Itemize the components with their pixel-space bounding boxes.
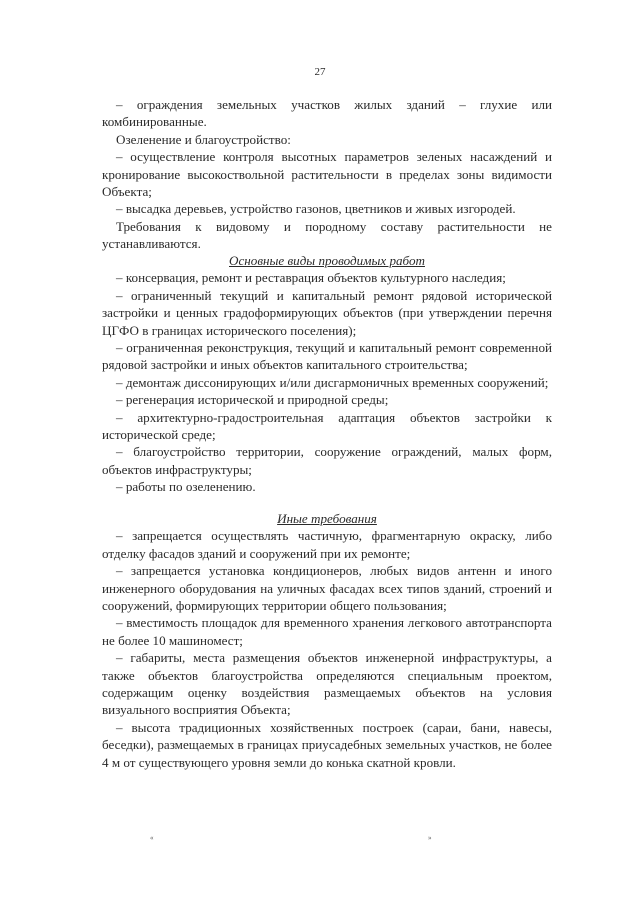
paragraph-greening-title: Озеленение и благоустройство: bbox=[116, 131, 291, 147]
paragraph-greening-planting: – высадка деревьев, устройство газонов, цветников и живых изгородей. bbox=[116, 201, 516, 217]
list-item: – вместимость площадок для временного хранения легкового автотранспорта не более 10 машиномест; bbox=[102, 615, 552, 648]
list-item: – регенерация исторической и природной среды; bbox=[116, 392, 389, 408]
list-item: – ограниченный текущий и капитальный ремонт рядовой исторической застройки и ценных градоформирующих объектов (при утверждении перечня ЦГФО в границах исторического поселения); bbox=[102, 287, 552, 338]
list-item: – высота традиционных хозяйственных построек (сараи, бани, навесы, беседки), размещаемых в границах приусадебных земельных участков, не более 4 м от существующего уровня земли до конька скатной кровли. bbox=[102, 719, 552, 770]
footer-mark-left: « bbox=[150, 834, 154, 842]
list-item: – консервация, ремонт и реставрация объектов культурного наследия; bbox=[116, 270, 506, 286]
list-item: – демонтаж диссонирующих и/или дисгармоничных временных сооружений; bbox=[116, 374, 549, 390]
list-item: – запрещается осуществлять частичную, фрагментарную окраску, либо отделку фасадов зданий и сооружений при их ремонте; bbox=[102, 528, 552, 561]
paragraph-block-top bbox=[102, 96, 552, 253]
list-item: – запрещается установка кондиционеров, любых видов антенн и иного инженерного оборудования на уличных фасадах всех типов зданий, строений и сооружений, формирующих территории общего пользования; bbox=[102, 563, 552, 614]
paragraph-vegetation-requirements: Требования к видовому и породному составу растительности не устанавливаются. bbox=[102, 218, 552, 252]
section-heading: Основные виды проводимых работ bbox=[229, 253, 425, 268]
list-item: – благоустройство территории, сооружение ограждений, малых форм, объектов инфраструктуры; bbox=[102, 444, 552, 477]
section-main-works bbox=[102, 252, 552, 496]
list-item: – архитектурно-градостроительная адаптация объектов застройки к исторической среде; bbox=[102, 409, 552, 443]
paragraph-greening-control: – осуществление контроля высотных параметров зеленых насаждений и кронирование высокоствольной растительности в пределах зоны видимости Объекта; bbox=[102, 149, 552, 200]
page-number: 27 bbox=[314, 66, 326, 78]
list-item: – ограниченная реконструкция, текущий и капитальный ремонт современной рядовой застройки и иных объектов капитального строительства; bbox=[102, 340, 552, 373]
section-heading: Иные требования bbox=[277, 511, 377, 526]
footer-mark-right: » bbox=[428, 834, 432, 842]
paragraph-fences: – ограждения земельных участков жилых зданий – глухие или комбинированные. bbox=[102, 97, 552, 130]
section-other-requirements bbox=[102, 510, 552, 771]
list-item: – габариты, места размещения объектов инженерной инфраструктуры, а также объектов благоустройства определяются специальным проектом, содержащим оценку воздействия размещаемых объектов на условия визуального восприятия Объекта; bbox=[102, 650, 552, 718]
list-item: – работы по озеленению. bbox=[116, 479, 256, 495]
